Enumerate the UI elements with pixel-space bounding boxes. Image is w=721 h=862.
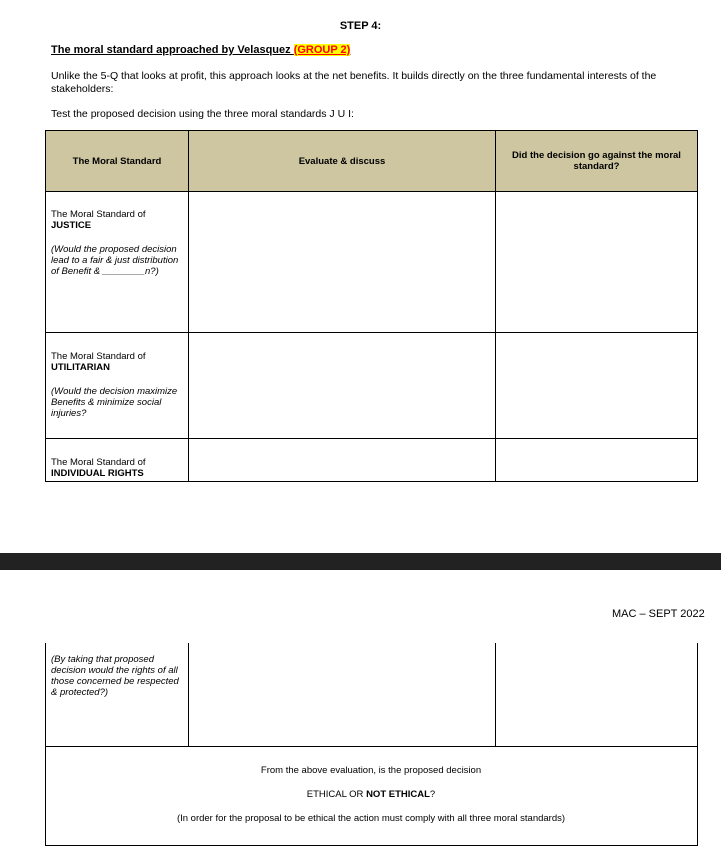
- row-rights-label: [47, 457, 185, 479]
- row-justice-verdict-cell[interactable]: [496, 192, 697, 332]
- intro-paragraph: Unlike the 5-Q that looks at profit, this approach looks at the net benefits. It builds directly on the three fundamental interests of the stakeholders:: [51, 70, 657, 95]
- test-instruction: Test the proposed decision using the three moral standards J U I:: [51, 108, 354, 120]
- row-justice-name: JUSTICE: [51, 220, 92, 231]
- row-utilitarian-prefix: The Moral Standard of: [51, 351, 146, 362]
- question-mark: ?: [429, 789, 436, 800]
- row-rights-evaluate-cell[interactable]: [189, 643, 495, 746]
- page-break-divider: [0, 553, 721, 570]
- row-utilitarian-question: (Would the decision maximize Benefits & minimize social injuries?: [51, 386, 178, 419]
- row-rights-question: (By taking that proposed decision would the rights of all those concerned be respected & protected?): [51, 654, 179, 698]
- row-rights-prefix: The Moral Standard of: [51, 457, 146, 468]
- step-title: STEP 4:: [339, 20, 382, 32]
- not-ethical-label: NOT ETHICAL: [366, 789, 430, 800]
- conclusion-choice: [46, 789, 696, 800]
- heading-text: The moral standard approached by Velasquez: [51, 44, 294, 56]
- row-utilitarian-name: UTILITARIAN: [51, 362, 110, 373]
- row-justice-label: [47, 209, 185, 277]
- section-heading: [51, 44, 350, 56]
- row-rights-verdict-cell[interactable]: [496, 643, 697, 746]
- row-utilitarian-verdict-cell[interactable]: [496, 333, 697, 438]
- conclusion-note: (In order for the proposal to be ethical the action must comply with all three moral standards): [176, 813, 566, 824]
- row-justice-question: (Would the proposed decision lead to a fair & just distribution of Benefit & ________n?): [51, 244, 179, 277]
- row-rights-question-cell: [47, 654, 185, 698]
- header-moral-standard: The Moral Standard: [46, 131, 188, 191]
- header-went-against: Did the decision go against the moral standard?: [496, 131, 697, 191]
- header-evaluate: Evaluate & discuss: [189, 131, 495, 191]
- footer-mark: MAC – SEPT 2022: [612, 608, 705, 620]
- conclusion-line: From the above evaluation, is the proposed decision: [260, 765, 482, 776]
- ethical-label: ETHICAL OR: [306, 789, 367, 800]
- row-rights-name: INDIVIDUAL RIGHTS: [51, 468, 144, 479]
- row-justice-evaluate-cell[interactable]: [189, 192, 495, 332]
- row-utilitarian-label: [47, 351, 185, 419]
- row-utilitarian-evaluate-cell[interactable]: [189, 333, 495, 438]
- group-highlight: (GROUP 2): [293, 44, 351, 56]
- row-justice-prefix: The Moral Standard of: [51, 209, 146, 220]
